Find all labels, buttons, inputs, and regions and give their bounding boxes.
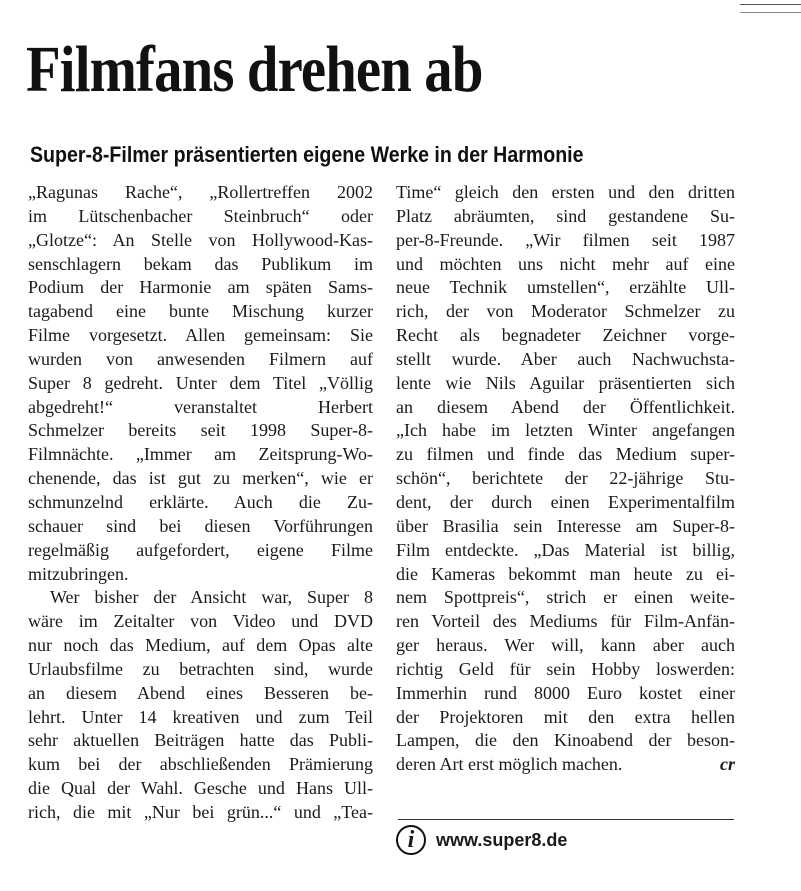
text-line: nur noch das Medium, auf dem Opas alte — [28, 635, 373, 656]
text-line: nem Spottpreis“, strich er einen weite- — [396, 587, 735, 608]
text-line: „Ragunas Rache“, „Rollertreffen 2002 — [28, 182, 373, 202]
article-subheadline: Super-8-Filmer präsentierten eigene Werke in der Harmonie — [30, 142, 584, 167]
text-line: Urlaubsfilme zu betrachten sind, wurde — [28, 658, 373, 679]
closing-line — [396, 753, 735, 777]
text-line: rich, der von Moderator Schmelzer zu — [396, 301, 735, 322]
text-line: lehrt. Unter 14 kreativen und zum Teil — [28, 706, 373, 727]
text-line: sehr aktuellen Beiträgen hatte das Publi- — [28, 730, 373, 751]
top-edge-rule — [740, 4, 801, 5]
text-line: Podium der Harmonie am späten Sams- — [28, 277, 373, 298]
top-edge-rule-secondary — [740, 12, 801, 13]
article-headline: Filmfans drehen ab — [26, 33, 483, 106]
text-line: schmunzelnd erklärte. Auch die Zu- — [28, 491, 373, 512]
text-line: stellt wurde. Aber auch Nachwuchsta- — [396, 348, 735, 369]
text-line: Immerhin rund 8000 Euro kostet einer — [396, 682, 735, 703]
text-line: Lampen, die den Kinoabend der beson- — [396, 730, 735, 751]
text-line: Time“ gleich den ersten und den dritten — [396, 182, 735, 202]
text-line: rich, die mit „Nur bei grün...“ und „Tea- — [28, 801, 373, 822]
text-line: die Qual der Wahl. Gesche und Hans Ull- — [28, 778, 373, 799]
text-line: chenende, das ist gut zu merken“, wie er — [28, 468, 373, 489]
text-line: an diesem Abend der Öffentlichkeit. — [396, 396, 735, 417]
text-line: kum bei der abschließenden Prämierung — [28, 754, 373, 775]
text-line: Wer bisher der Ansicht war, Super 8 — [50, 587, 373, 608]
text-line: wurden von anwesenden Filmern auf — [28, 348, 373, 369]
text-line: „Glotze“: An Stelle von Hollywood-Kas- — [28, 229, 373, 250]
text-line: abgedreht!“ veranstaltet Herbert — [28, 396, 373, 417]
text-line: wäre im Zeitalter von Video und DVD — [28, 611, 373, 632]
text-line: deren Art erst möglich machen. — [396, 754, 623, 775]
article-column-right — [396, 181, 735, 777]
info-box — [396, 822, 567, 858]
text-line: an diesem Abend eines Besseren be- — [28, 682, 373, 703]
text-line: Film entdeckte. „Das Material ist billig, — [396, 539, 735, 560]
text-line: über Brasilia sein Interesse am Super-8- — [396, 515, 735, 536]
text-line: ren Vorteil des Mediums für Film-Anfän- — [396, 611, 735, 632]
text-line: mitzubringen. — [28, 563, 129, 584]
article-column-left — [28, 181, 373, 825]
info-icon: i — [396, 825, 426, 855]
text-line: zu filmen und finde das Medium super- — [396, 444, 735, 465]
text-line: Filmnächte. „Immer am Zeitsprung-Wo- — [28, 444, 373, 465]
text-line: im Lütschenbacher Steinbruch“ oder — [28, 205, 373, 226]
text-line: richtig Geld für sein Hobby loswerden: — [396, 658, 735, 679]
text-line: per-8-Freunde. „Wir filmen seit 1987 — [396, 229, 735, 250]
text-line: dent, der durch einen Experimentalfilm — [396, 491, 735, 512]
text-line: Super 8 gedreht. Unter dem Titel „Völlig — [28, 372, 373, 393]
text-line: Schmelzer bereits seit 1998 Super-8- — [28, 420, 373, 441]
text-line: ger heraus. Wer will, kann aber auch — [396, 635, 735, 656]
text-line: und möchten uns nicht mehr auf eine — [396, 253, 735, 274]
info-website-link[interactable]: www.super8.de — [436, 829, 568, 850]
text-line: „Ich habe im letzten Winter angefangen — [396, 420, 735, 441]
text-line: die Kameras bekommt man heute zu ei- — [396, 563, 735, 584]
text-line: regelmäßig aufgefordert, eigene Filme — [28, 539, 373, 560]
text-line: neue Technik umstellen“, erzählte Ull- — [396, 277, 735, 298]
text-line: schön“, berichtete der 22-jährige Stu- — [396, 468, 735, 489]
author-signature: cr — [720, 754, 735, 775]
text-line: senschlagern bekam das Publikum im — [28, 253, 373, 274]
text-line: schauer sind bei diesen Vorführungen — [28, 515, 373, 536]
text-line: tagabend eine bunte Mischung kurzer — [28, 301, 373, 322]
text-line: Filme vorgesetzt. Allen gemeinsam: Sie — [28, 325, 373, 346]
text-line: der Projektoren mit den extra hellen — [396, 706, 735, 727]
text-line: Platz abräumten, sind gestandene Su- — [396, 205, 735, 226]
text-line: lente wie Nils Aguilar präsentierten sich — [396, 372, 735, 393]
text-line: Recht als begnadeter Zeichner vorge- — [396, 325, 735, 346]
info-box-rule — [398, 819, 734, 820]
